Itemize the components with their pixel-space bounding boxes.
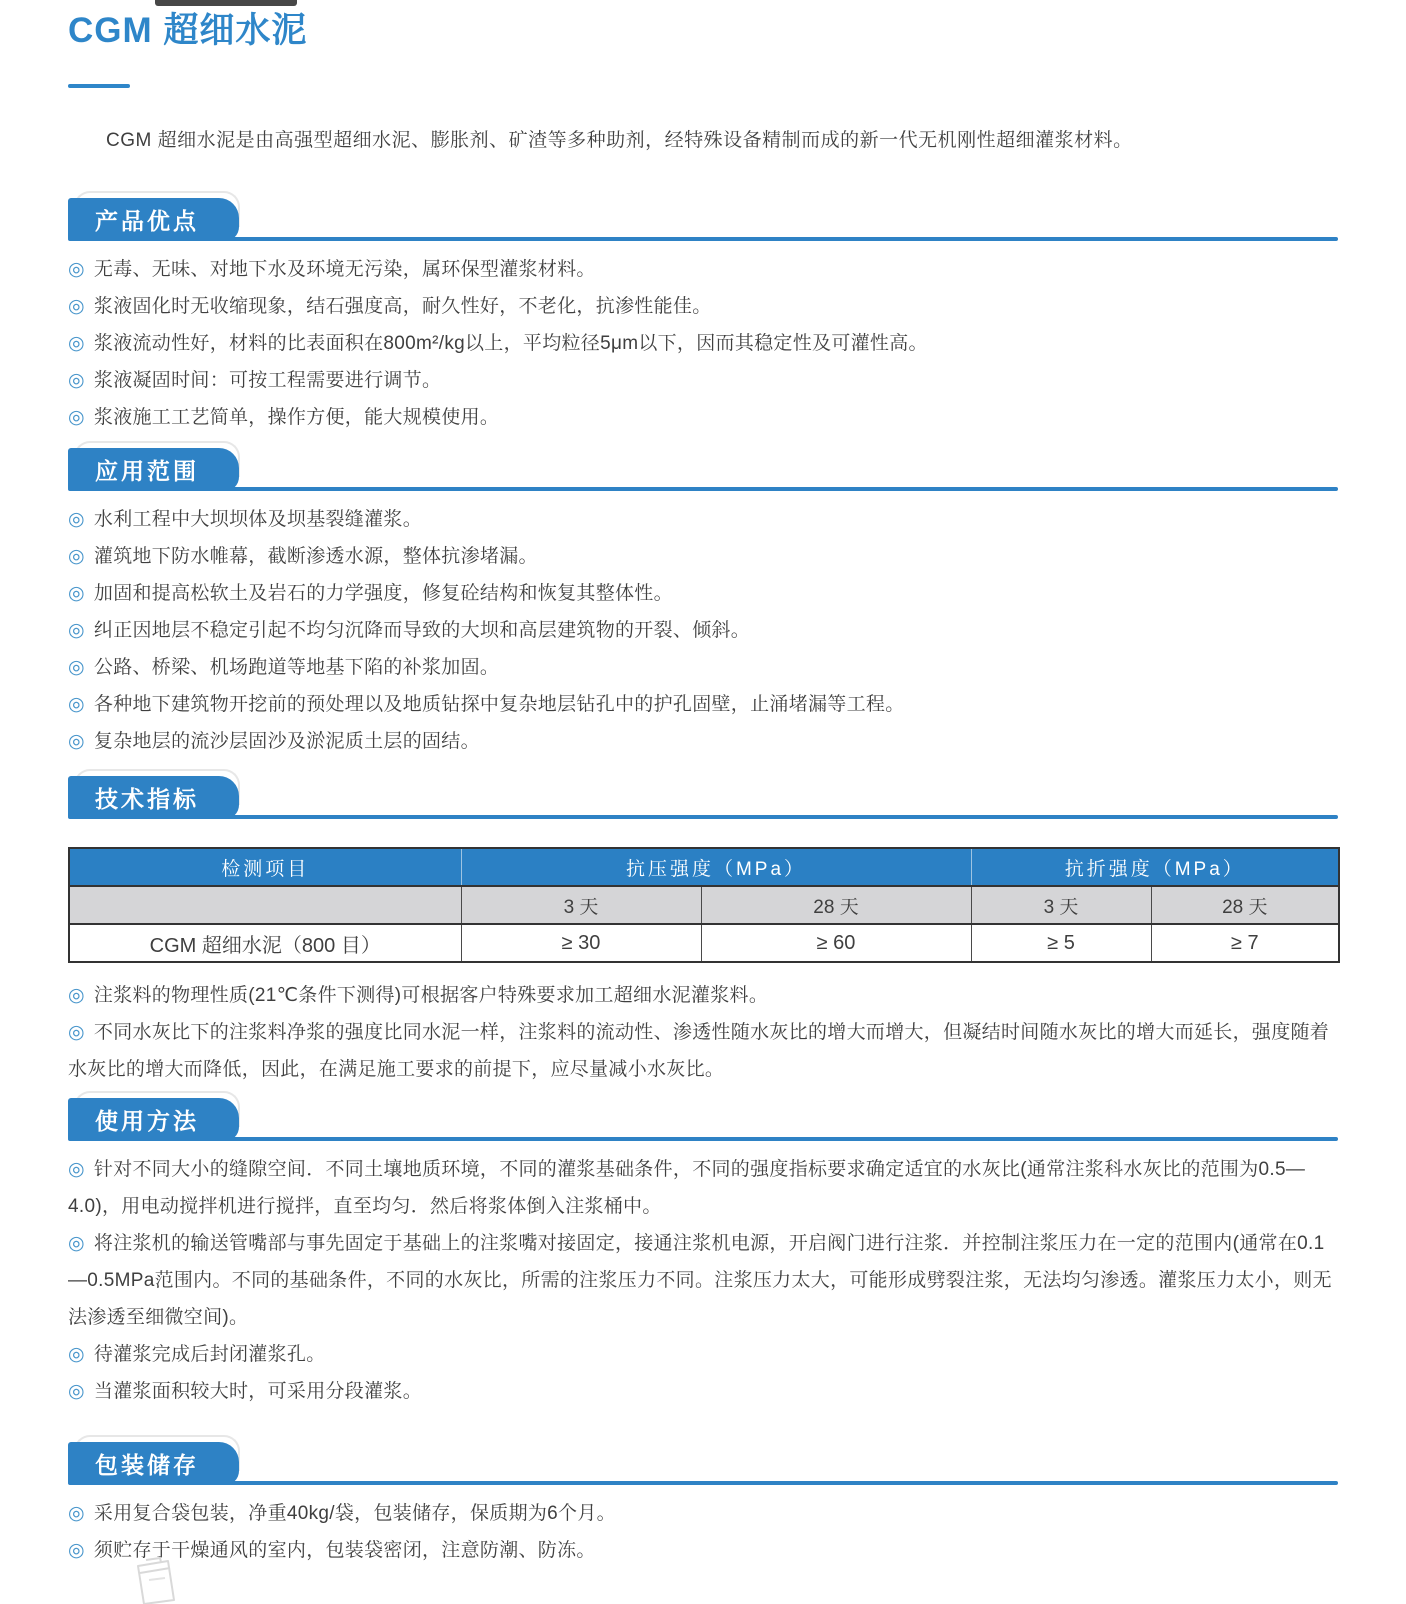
subheader-age-cell: 3 天 bbox=[971, 886, 1151, 924]
bullet-text: 采用复合袋包装，净重40kg/袋，包装储存，保质期为6个月。 bbox=[93, 1503, 616, 1524]
section-header-packaging bbox=[68, 1442, 1338, 1485]
table-header-row bbox=[69, 848, 1339, 886]
bullet-icon: ◎ bbox=[68, 1503, 85, 1524]
technical-specs-table bbox=[68, 847, 1340, 963]
col-header-flexural-strength: 抗折强度（MPa） bbox=[971, 848, 1339, 886]
bullet-icon: ◎ bbox=[68, 333, 85, 354]
section-header-usage bbox=[68, 1098, 1338, 1141]
bullet-icon: ◎ bbox=[68, 1233, 85, 1254]
note-item bbox=[68, 977, 1338, 1014]
col-header-test-item: 检测项目 bbox=[69, 848, 461, 886]
intro-paragraph: CGM 超细水泥是由高强型超细水泥、膨胀剂、矿渣等多种助剂，经特殊设备精制而成的新一代无机刚性超细灌浆材料。 bbox=[106, 130, 1133, 151]
subheader-age-cell: 28 天 bbox=[1151, 886, 1339, 924]
section-header-applications bbox=[68, 448, 1338, 491]
specs-notes-list bbox=[68, 977, 1338, 1088]
bullet-list-applications bbox=[68, 501, 1338, 760]
bullet-icon: ◎ bbox=[68, 407, 85, 428]
title-underline bbox=[68, 84, 130, 88]
bullet-text: 各种地下建筑物开挖前的预处理以及地质钻探中复杂地层钻孔中的护孔固壁，止涌堵漏等工程。 bbox=[93, 694, 905, 715]
section-rule bbox=[68, 237, 1338, 241]
bullet-item bbox=[68, 399, 1338, 436]
bullet-text: 浆液凝固时间：可按工程需要进行调节。 bbox=[93, 370, 442, 391]
bullet-icon: ◎ bbox=[68, 1540, 85, 1561]
bullet-item bbox=[68, 1336, 1338, 1373]
value-cell: ≥ 5 bbox=[971, 924, 1151, 962]
bullet-icon: ◎ bbox=[68, 583, 85, 604]
bullet-item bbox=[68, 723, 1338, 760]
bullet-text: 须贮存于干燥通风的室内，包装袋密闭，注意防潮、防冻。 bbox=[93, 1540, 596, 1561]
bullet-text: 加固和提高松软土及岩石的力学强度，修复砼结构和恢复其整体性。 bbox=[93, 583, 673, 604]
bullet-list-advantages bbox=[68, 251, 1338, 436]
table-subheader-row bbox=[69, 886, 1339, 924]
bullet-icon: ◎ bbox=[68, 370, 85, 391]
section-tab-label: 应用范围 bbox=[95, 458, 199, 484]
bullet-item bbox=[68, 1225, 1338, 1336]
bullet-text: 待灌浆完成后封闭灌浆孔。 bbox=[93, 1344, 326, 1365]
section-header-advantages bbox=[68, 198, 1338, 241]
bullet-icon: ◎ bbox=[68, 694, 85, 715]
value-cell: ≥ 7 bbox=[1151, 924, 1339, 962]
col-header-compressive-strength: 抗压强度（MPa） bbox=[461, 848, 971, 886]
section-tab-specs bbox=[68, 776, 239, 819]
bullet-text: 水利工程中大坝坝体及坝基裂缝灌浆。 bbox=[93, 509, 422, 530]
bullet-text: 复杂地层的流沙层固沙及淤泥质土层的固结。 bbox=[93, 731, 480, 752]
cement-bag-outline-icon bbox=[116, 1556, 194, 1604]
bullet-item bbox=[68, 612, 1338, 649]
bullet-icon: ◎ bbox=[68, 985, 85, 1006]
value-cell: ≥ 30 bbox=[461, 924, 701, 962]
bullet-icon: ◎ bbox=[68, 1381, 85, 1402]
section-tab-label: 产品优点 bbox=[95, 208, 199, 234]
section-packaging bbox=[68, 1442, 1338, 1569]
bullet-icon: ◎ bbox=[68, 509, 85, 530]
bullet-text: 当灌浆面积较大时，可采用分段灌浆。 bbox=[93, 1381, 422, 1402]
bullet-icon: ◎ bbox=[68, 731, 85, 752]
bullet-text: 公路、桥梁、机场跑道等地基下陷的补浆加固。 bbox=[93, 657, 500, 678]
bullet-text: 灌筑地下防水帷幕，截断渗透水源，整体抗渗堵漏。 bbox=[93, 546, 538, 567]
bullet-text: 纠正因地层不稳定引起不均匀沉降而导致的大坝和高层建筑物的开裂、倾斜。 bbox=[93, 620, 751, 641]
section-rule bbox=[68, 815, 1338, 819]
section-rule bbox=[68, 1137, 1338, 1141]
bullet-text: 浆液施工工艺简单，操作方便，能大规模使用。 bbox=[93, 407, 500, 428]
bullet-item bbox=[68, 1151, 1338, 1225]
bullet-item bbox=[68, 575, 1338, 612]
section-tab-label: 使用方法 bbox=[95, 1108, 199, 1134]
note-text: 注浆料的物理性质(21℃条件下测得)可根据客户特殊要求加工超细水泥灌浆料。 bbox=[93, 985, 769, 1006]
note-item bbox=[68, 1014, 1338, 1088]
bullet-list-packaging bbox=[68, 1495, 1338, 1569]
bullet-item bbox=[68, 501, 1338, 538]
bullet-text: 针对不同大小的缝隙空间．不同土壤地质环境，不同的灌浆基础条件，不同的强度指标要求确定适宜的水灰比(通常注浆科水灰比的范围为0.5—4.0)，用电动搅拌机进行搅拌，直至均匀．然后将浆体倒入注浆桶中。 bbox=[68, 1159, 1306, 1217]
section-tab-usage bbox=[68, 1098, 239, 1141]
subheader-empty-cell bbox=[69, 886, 461, 924]
bullet-text: 将注浆机的输送管嘴部与事先固定于基础上的注浆嘴对接固定，接通注浆机电源，开启阀门进行注浆．并控制注浆压力在一定的范围内(通常在0.1—0.5MPa范围内。不同的基础条件，不同的水灰比，所需的注浆压力不同。注浆压力太大，可能形成劈裂注浆，无法均匀渗透。灌浆压力太小，则无法渗透至细微空间)。 bbox=[68, 1233, 1332, 1328]
section-specs bbox=[68, 776, 1338, 1088]
section-tab-applications bbox=[68, 448, 239, 491]
bullet-item bbox=[68, 251, 1338, 288]
bullet-icon: ◎ bbox=[68, 1159, 85, 1180]
section-header-specs bbox=[68, 776, 1338, 819]
section-tab-label: 包装储存 bbox=[95, 1452, 199, 1478]
bullet-icon: ◎ bbox=[68, 1344, 85, 1365]
value-cell: ≥ 60 bbox=[701, 924, 971, 962]
bullet-item bbox=[68, 288, 1338, 325]
bullet-text: 浆液固化时无收缩现象，结石强度高，耐久性好，不老化，抗渗性能佳。 bbox=[93, 296, 712, 317]
bullet-icon: ◎ bbox=[68, 657, 85, 678]
bullet-icon: ◎ bbox=[68, 259, 85, 280]
row-label-cell: CGM 超细水泥（800 目） bbox=[69, 924, 461, 962]
section-rule bbox=[68, 1481, 1338, 1485]
bullet-text: 无毒、无味、对地下水及环境无污染，属环保型灌浆材料。 bbox=[93, 259, 596, 280]
table-data-row bbox=[69, 924, 1339, 962]
bullet-item bbox=[68, 649, 1338, 686]
bullet-item bbox=[68, 1373, 1338, 1410]
bullet-item bbox=[68, 686, 1338, 723]
bullet-item bbox=[68, 325, 1338, 362]
bullet-list-usage bbox=[68, 1151, 1338, 1410]
section-rule bbox=[68, 487, 1338, 491]
section-advantages bbox=[68, 198, 1338, 436]
bullet-icon: ◎ bbox=[68, 296, 85, 317]
bullet-item bbox=[68, 538, 1338, 575]
page-title: CGM 超细水泥 bbox=[68, 11, 308, 50]
section-usage bbox=[68, 1098, 1338, 1410]
subheader-age-cell: 3 天 bbox=[461, 886, 701, 924]
bullet-icon: ◎ bbox=[68, 1022, 85, 1043]
section-tab-advantages bbox=[68, 198, 239, 241]
bullet-item bbox=[68, 1495, 1338, 1532]
subheader-age-cell: 28 天 bbox=[701, 886, 971, 924]
bullet-icon: ◎ bbox=[68, 620, 85, 641]
bullet-icon: ◎ bbox=[68, 546, 85, 567]
section-applications bbox=[68, 448, 1338, 760]
note-text: 不同水灰比下的注浆料净浆的强度比同水泥一样，注浆料的流动性、渗透性随水灰比的增大而增大，但凝结时间随水灰比的增大而延长，强度随着水灰比的增大而降低，因此，在满足施工要求的前提下，应尽量减小水灰比。 bbox=[68, 1022, 1330, 1080]
bullet-text: 浆液流动性好，材料的比表面积在800m²/kg以上，平均粒径5μm以下，因而其稳定性及可灌性高。 bbox=[93, 333, 928, 354]
section-tab-label: 技术指标 bbox=[95, 786, 199, 812]
bullet-item bbox=[68, 362, 1338, 399]
bullet-item bbox=[68, 1532, 1338, 1569]
section-tab-packaging bbox=[68, 1442, 239, 1485]
